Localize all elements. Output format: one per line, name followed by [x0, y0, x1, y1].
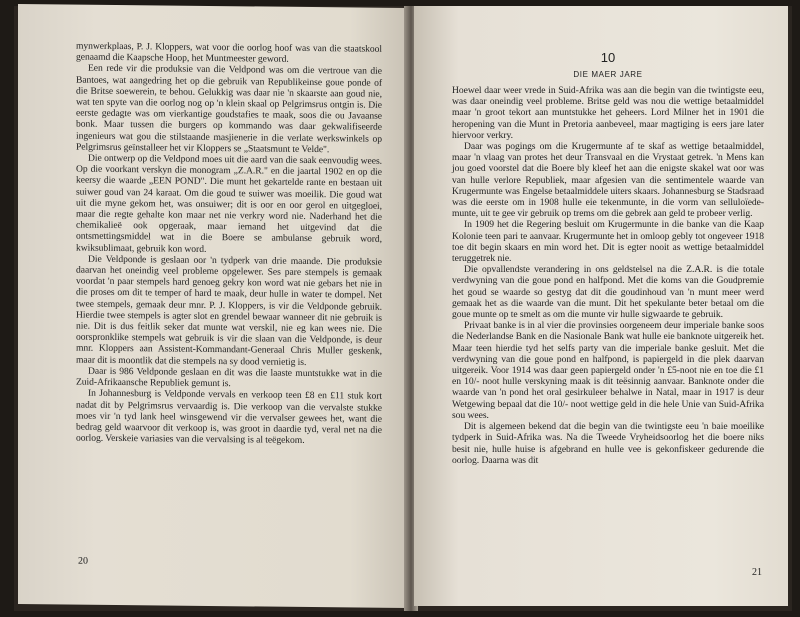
right-page-text — [452, 85, 764, 466]
paragraph: Hoewel daar weer vrede in Suid-Afrika was aan die begin van die twintigste eeu, was daar oneindig veel probleme. Britse geld was nou die wettige betaalmiddel maar 'n groot tekort aan muntstukke het geheers. Lord Milner het in 1901 die heropening van die Munt in Pretoria aanbeveel, maar magtiging is eers jare later hiervoor verkry. — [452, 85, 764, 141]
page-number: 21 — [752, 567, 762, 578]
paragraph: Die opvallendste verandering in ons geldstelsel na die Z.A.R. is die totale verdwyning van die goue pond en halfpond. Met die koms van die Goudpremie het goud se waarde so gestyg dat dit die goudinhoud van 'n munt meer werd gemaak het as die waarde van die munt. Dit het spekulante beter betaal om die goue munte op te smelt as om die munte vir hulle sigwaarde te gebruik. — [452, 264, 764, 321]
paragraph: Privaat banke is in al vier die provinsies oorgeneem deur imperiale banke soos die Nederlandse Bank en die Nasionale Bank wat hulle eie banknote uitgereik het. Maar teen hierdie tyd het selfs party van die imperiale banke gesluit. Met die verdwyning van die goue pond en halfpond, is papiergeld in die plek daarvan uitgereik. Voor 1914 was daar geen papiergeld onder 'n £5-noot nie en toe die £1 en 10/- noot hulle verskyning maak is dit teësinnig aanvaar. Banknote onder die waarde van 'n pond het oral gesirkuleer behalwe in Natal, maar in 1917 is deur Wetgewing bepaal dat die 10/- noot wettige geld in die hele Unie van Suid-Afrika sou wees. — [452, 320, 764, 421]
left-page — [18, 4, 408, 608]
paragraph: mynwerkplaas, P. J. Kloppers, wat voor die oorlog hoof was van die staatskool genaamd die Kaapsche Hoop, het Muntmeester geword. — [76, 40, 382, 65]
left-page-text — [76, 41, 382, 448]
paragraph: In 1909 het die Regering besluit om Krugermunte in die banke van die Kaap Kolonie teen pari te aanvaar. Krugermunte het in omloop gebly tot ongeveer 1918 toe dit begin skaars en min word het. Dit is egter nooit as wettige betaalmiddel teruggetrek nie. — [452, 219, 764, 265]
paragraph: In Johannesburg is Veldponde vervals en verkoop teen £8 en £11 stuk kort nadat dit by Pelgrimsrus vervaardig is. Die verkoop van die vervalste stukke moes vir 'n tyd lank heel winsgewend vir die vervalser gewees het, want die bedrag geld waarvoor dit verkoop is, was groot in daardie tyd, veral net na die oorlog. Verskeie variasies van die vervalsing is al teëgekom. — [76, 387, 382, 447]
paragraph: Dit is algemeen bekend dat die begin van die twintigste eeu 'n baie moeilike tydperk in Suid-Afrika was. Na die Tweede Vryheidsoorlog het die boere niks besit nie, hulle huise is afgebrand en hulle vee is gekonfiskeer gedurende die oorlog. Daarna was dit — [452, 421, 764, 466]
open-book — [14, 6, 792, 611]
page-number: 20 — [78, 555, 88, 567]
paragraph: Die Veldponde is geslaan oor 'n tydperk van drie maande. Die produksie daarvan het oneindig veel probleme opgelewer. Ses pare stempels is gemaak voordat 'n paar stempels hard genoeg gekry kon word wat nie gebars het nie in die proses om dit te temper of hard te maak, deur hulle in water te dompel. Net twee stempels, gemaak deur mnr. P. J. Kloppers, is vir die Veldponde gebruik. Hierdie twee stempels is agter slot en grendel bewaar wanneer dit nie gebruik is nie. Dit is dus feitlik seker dat munte wat verskil, nie eg kan wees nie. Die oorspronklike stempels wat gebruik is vir die slaan van die Veldponde, is deur mnr. Kloppers aan Assistent-Kommandant-Generaal Chris Muller geskenk, maar dit is moontlik dat die stempels na sy dood vernietig is. — [76, 253, 382, 368]
paragraph: Daar is 986 Veldponde geslaan en dit was die laaste muntstukke wat in die Zuid-Afrikaansche Republiek gemunt is. — [76, 365, 382, 390]
chapter-title: DIE MAER JARE — [573, 70, 643, 79]
paragraph: Daar was pogings om die Krugermunte af te skaf as wettige betaalmiddel, maar 'n vlaag van protes het deur Transvaal en die Vrystaat getrek. 'n Mens kan jou goed voorstel dat die Boere bly kleef het aan die enigste skakel wat oor was van hulle verlore Republiek, maar afgesien van die sentimentele waarde van Krugermunte was Engelse betaalmiddele uiters skaars. Johannesburg se Stadsraad was die eerste om in 1908 hulle eie tekenmunte, in die vorm van selluloïede-munte, uit te gee vir gebruik op trems om die gebrek aan geld te probeer verlig. — [452, 141, 764, 220]
chapter-number: 10 — [600, 50, 616, 65]
paragraph: Een rede vir die produksie van die Veldpond was om die vertroue van die Bantoes, wat aangedring het op die gebruik van Republikeinse goue ponde of die Britse soewerein, te behou. Gelukkig was daar nie 'n skaarste aan goud nie, wat ten spyte van die oorlog nog op 'n klein skaal op Pelgrimsrus ontgin is. Die eerste gedagte was om vierkantige goudstafies te maak, soos die ou Javaanse bonk. Maar tussen die burgers op kommando was daar gekwalifiseerde ingenieurs wat gou die stilstaande masjienerie in die verlate werkswinkels op Pelgrimsrus geïnstalleer het vir Kloppers se „Staatsmunt te Velde". — [76, 63, 382, 156]
paragraph: Die ontwerp op die Veldpond moes uit die aard van die saak eenvoudig wees. Op die voorkant verskyn die monogram „Z.A.R." en die jaartal 1902 en op die keersy die waarde „EEN POND". Die munt het gekartelde rante en bestaan uit suiwer goud van 24 karaat. Om die goud te suiwer was moeilik. Die goud wat uit die myne gekom het, was onsuiwer; dit is oor en oor gerol en uitgegloei, maar die regte gehalte kon maar net nie verkry word nie. Naderhand het die chemikalieë ook opgeraak, maar iemand het uitgevind dat die ontsmettingsmiddel wat in die Boere se ambulanse gebruik word, kwiksublimaat, gebruik kon word. — [76, 152, 382, 255]
right-page — [414, 6, 788, 606]
